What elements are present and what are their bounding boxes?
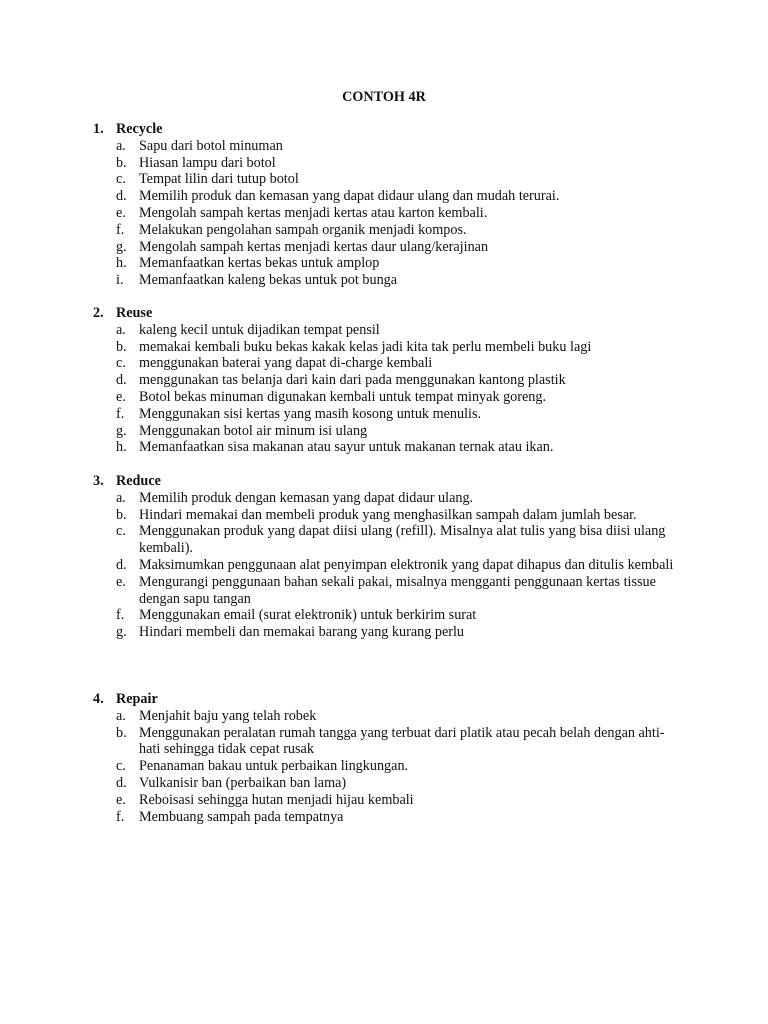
item-letter: a. <box>116 489 126 506</box>
section-heading <box>93 473 683 490</box>
list-item <box>93 171 683 188</box>
list-item <box>93 222 683 239</box>
item-letter: a. <box>116 321 126 338</box>
item-text: Memanfaatkan kertas bekas untuk amplop <box>139 255 380 272</box>
list-item <box>93 574 683 608</box>
item-letter: c. <box>116 523 126 540</box>
list-item <box>93 205 683 222</box>
item-text: Hindari memakai dan membeli produk yang menghasilkan sampah dalam jumlah besar. <box>139 506 637 523</box>
item-text: Hindari membeli dan memakai barang yang kurang perlu <box>139 624 465 641</box>
list-item <box>93 372 683 389</box>
item-text: Menggunakan sisi kertas yang masih kosong untuk menulis. <box>139 405 482 422</box>
item-letter: d. <box>116 774 127 791</box>
item-text: Memanfaatkan kaleng bekas untuk pot bunga <box>139 272 398 289</box>
item-text: Maksimumkan penggunaan alat penyimpan elektronik yang dapat dihapus dan ditulis kembali <box>139 556 674 573</box>
item-letter: g. <box>116 238 127 255</box>
item-letter: h. <box>116 439 127 456</box>
item-text: Menggunakan peralatan rumah tangga yang terbuat dari platik atau pecah belah dengan ahti-hati sehingga tidak cepat rusak <box>139 724 665 758</box>
list-item <box>93 758 683 775</box>
list-item <box>93 792 683 809</box>
item-text: Memanfaatkan sisa makanan atau sayur untuk makanan ternak atau ikan. <box>139 439 554 456</box>
list-item <box>93 389 683 406</box>
item-text: menggunakan baterai yang dapat di-charge kembali <box>139 355 433 372</box>
list-item <box>93 339 683 356</box>
item-text: Hiasan lampu dari botol <box>139 154 276 171</box>
item-text: Reboisasi sehingga hutan menjadi hijau kembali <box>139 791 414 808</box>
list-item <box>93 355 683 372</box>
list-item <box>93 624 683 641</box>
item-letter: e. <box>116 388 126 405</box>
list-item <box>93 423 683 440</box>
item-text: Membuang sampah pada tempatnya <box>139 808 344 825</box>
item-letter: a. <box>116 707 126 724</box>
item-letter: b. <box>116 338 127 355</box>
item-letter: b. <box>116 506 127 523</box>
item-text: Tempat lilin dari tutup botol <box>139 171 299 188</box>
item-letter: h. <box>116 255 127 272</box>
list-item <box>93 155 683 172</box>
section-title: Recycle <box>116 121 163 137</box>
item-text: menggunakan tas belanja dari kain dari pada menggunakan kantong plastik <box>139 372 566 389</box>
item-letter: i. <box>116 272 124 289</box>
list-item <box>93 255 683 272</box>
section-recycle <box>93 121 683 289</box>
section-heading <box>93 691 683 708</box>
item-letter: d. <box>116 188 127 205</box>
item-letter: d. <box>116 372 127 389</box>
item-letter: f. <box>116 607 125 624</box>
item-text: Penanaman bakau untuk perbaikan lingkungan. <box>139 758 409 775</box>
list-item <box>93 775 683 792</box>
list-item <box>93 708 683 725</box>
list-item <box>93 557 683 574</box>
list-item <box>93 439 683 456</box>
list-item <box>93 406 683 423</box>
item-text: Menjahit baju yang telah robek <box>139 707 317 724</box>
list-item <box>93 523 683 557</box>
item-text: kaleng kecil untuk dijadikan tempat pensil <box>139 321 380 338</box>
item-text: Sapu dari botol minuman <box>139 137 283 154</box>
item-text: Melakukan pengolahan sampah organik menjadi kompos. <box>139 221 467 238</box>
document-title: CONTOH 4R <box>342 89 426 105</box>
item-text: Botol bekas minuman digunakan kembali untuk tempat minyak goreng. <box>139 388 547 405</box>
item-letter: g. <box>116 624 127 641</box>
item-letter: a. <box>116 137 126 154</box>
list-item <box>93 239 683 256</box>
section-reuse <box>93 305 683 456</box>
list-item <box>93 188 683 205</box>
item-list <box>93 490 683 641</box>
section-number: 2. <box>93 305 104 321</box>
section-heading <box>93 121 683 138</box>
list-item <box>93 138 683 155</box>
item-text: Menggunakan produk yang dapat diisi ulang (refill). Misalnya alat tulis yang bisa diisi ulang kembali). <box>139 523 666 557</box>
list-item <box>93 322 683 339</box>
section-number: 4. <box>93 691 104 707</box>
item-text: Mengolah sampah kertas menjadi kertas daur ulang/kerajinan <box>139 238 489 255</box>
item-letter: c. <box>116 355 126 372</box>
list-item <box>93 725 683 759</box>
list-item <box>93 272 683 289</box>
section-reduce <box>93 473 683 641</box>
item-letter: f. <box>116 405 125 422</box>
list-item <box>93 809 683 826</box>
item-letter: f. <box>116 221 125 238</box>
item-letter: c. <box>116 758 126 775</box>
item-letter: b. <box>116 724 127 741</box>
item-letter: g. <box>116 422 127 439</box>
item-letter: e. <box>116 204 126 221</box>
item-text: Menggunakan botol air minum isi ulang <box>139 422 368 439</box>
section-title: Reduce <box>116 473 161 489</box>
item-text: Memilih produk dan kemasan yang dapat didaur ulang dan mudah terurai. <box>139 188 560 205</box>
list-item <box>93 607 683 624</box>
item-text: Mengurangi penggunaan bahan sekali pakai, misalnya mengganti penggunaan kertas tissue dengan sapu tangan <box>139 573 656 607</box>
item-list <box>93 708 683 826</box>
item-text: Menggunakan email (surat elektronik) untuk berkirim surat <box>139 607 477 624</box>
item-letter: c. <box>116 171 126 188</box>
list-item <box>93 490 683 507</box>
item-text: Memilih produk dengan kemasan yang dapat didaur ulang. <box>139 489 474 506</box>
section-repair <box>93 691 683 825</box>
item-letter: f. <box>116 808 125 825</box>
item-text: Mengolah sampah kertas menjadi kertas atau karton kembali. <box>139 204 488 221</box>
list-item <box>93 507 683 524</box>
item-list <box>93 138 683 289</box>
item-letter: e. <box>116 791 126 808</box>
item-list <box>93 322 683 456</box>
section-number: 1. <box>93 121 104 137</box>
item-letter: e. <box>116 573 126 590</box>
section-title: Reuse <box>116 305 153 321</box>
section-number: 3. <box>93 473 104 489</box>
section-title: Repair <box>116 691 158 707</box>
item-text: memakai kembali buku bekas kakak kelas jadi kita tak perlu membeli buku lagi <box>139 338 592 355</box>
item-letter: b. <box>116 154 127 171</box>
section-heading <box>93 305 683 322</box>
item-letter: d. <box>116 556 127 573</box>
item-text: Vulkanisir ban (perbaikan ban lama) <box>139 774 347 791</box>
